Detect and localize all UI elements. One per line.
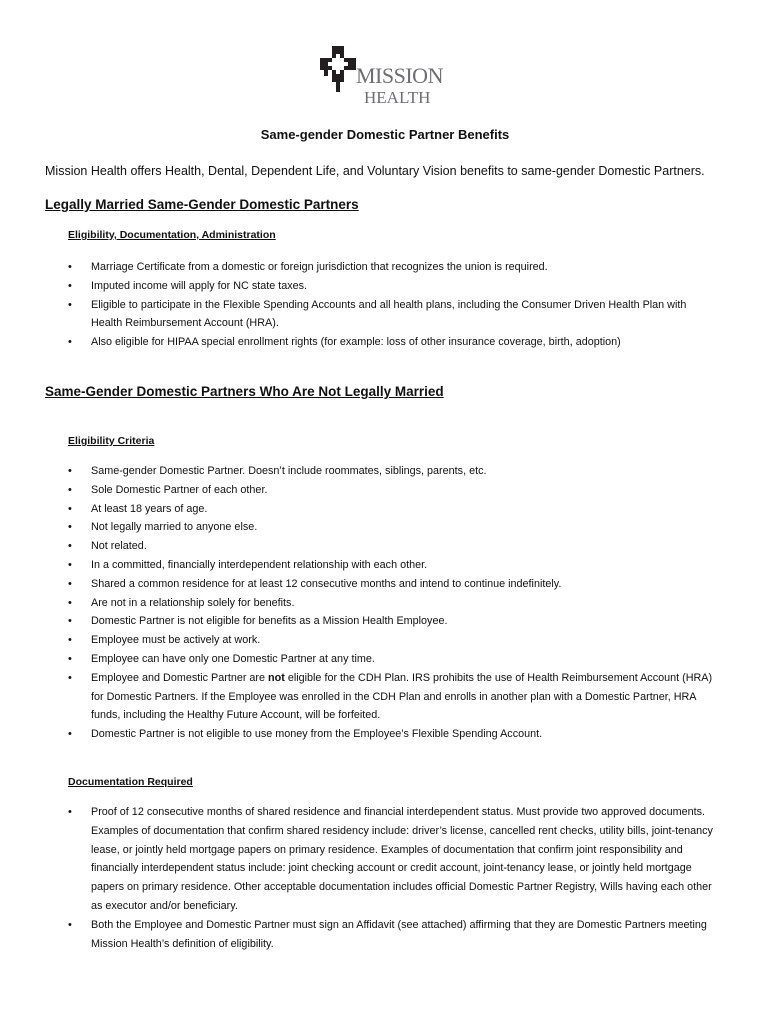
cdh-text-before: Employee and Domestic Partner are <box>91 671 269 684</box>
list-item: • Domestic Partner is not eligible to use money from the Employee’s Flexible Spending Account. <box>68 725 716 744</box>
documentation-required-list <box>68 803 716 953</box>
documentation-required-heading: Documentation Required <box>68 776 193 788</box>
intro-paragraph: Mission Health offers Health, Dental, Dependent Life, and Voluntary Vision benefits to same-gender Domestic Partners. <box>45 164 705 178</box>
list-item: • Not legally married to anyone else. <box>68 518 716 537</box>
mission-health-cross-icon <box>318 46 358 102</box>
list-item: • Employee must be actively at work. <box>68 631 716 650</box>
mission-health-logo <box>318 46 458 112</box>
eligibility-criteria-heading: Eligibility Criteria <box>68 435 155 447</box>
list-item: • Domestic Partner is not eligible for benefits as a Mission Health Employee. <box>68 612 716 631</box>
section1-heading: Legally Married Same-Gender Domestic Partners <box>45 197 359 212</box>
list-item: • Not related. <box>68 537 716 556</box>
list-item: • Eligible to participate in the Flexible Spending Accounts and all health plans, including the Consumer Driven Health Plan with Health Reimbursement Account (HRA). <box>68 296 716 334</box>
list-item: • Shared a common residence for at least 12 consecutive months and intend to continue indefinitely. <box>68 575 716 594</box>
list-item: • Employee can have only one Domestic Partner at any time. <box>68 650 716 669</box>
list-item: • Marriage Certificate from a domestic or foreign jurisdiction that recognizes the union is required. <box>68 258 716 277</box>
eligibility-criteria-list <box>68 462 716 744</box>
section2-heading: Same-Gender Domestic Partners Who Are Not Legally Married <box>45 384 444 399</box>
list-item: • Proof of 12 consecutive months of shared residence and financial interdependent status. Must provide two approved documents. Examples of documentation that confirm shared residency include: driver’s license, cancelled rent checks, utility bills, joint-tenancy lease, or jointly held mortgage papers on primary residence. Examples of documentation that confirm joint responsibility and financially interdependent status include: joint checking account or credit account, joint-tenancy lease, or jointly held mortgage papers on primary residence. Other acceptable documentation includes official Domestic Partner Registry, Wills having each other as executor and/or beneficiary. <box>68 803 716 916</box>
logo-wordmark-mission: MISSION <box>356 63 443 88</box>
cdh-emphasis: not <box>268 671 285 684</box>
list-item: • Same-gender Domestic Partner. Doesn’t include roommates, siblings, parents, etc. <box>68 462 716 481</box>
cdh-plan-item <box>68 669 716 725</box>
section1-list <box>68 258 716 352</box>
list-item: • Are not in a relationship solely for benefits. <box>68 594 716 613</box>
list-item: • Imputed income will apply for NC state taxes. <box>68 277 716 296</box>
list-item: • At least 18 years of age. <box>68 500 716 519</box>
list-item: • In a committed, financially interdependent relationship with each other. <box>68 556 716 575</box>
list-item: • Sole Domestic Partner of each other. <box>68 481 716 500</box>
section1-subheading: Eligibility, Documentation, Administration <box>68 229 276 241</box>
list-item: • Also eligible for HIPAA special enrollment rights (for example: loss of other insurance coverage, birth, adoption) <box>68 333 716 352</box>
document-title: Same-gender Domestic Partner Benefits <box>260 127 510 142</box>
cdh-text-after: eligible for the CDH Plan. IRS prohibits the use of Health Reimbursement Account (HRA) for Domestic Partners. If the Employee was enrolled in the CDH Plan and enrolls in another plan with a Domestic Partner, HRA funds, including the Healthy Future Account, will be forfeited. <box>91 671 713 722</box>
list-item: • Both the Employee and Domestic Partner must sign an Affidavit (see attached) affirming that they are Domestic Partners meeting Mission Health’s definition of eligibility. <box>68 916 716 954</box>
logo-wordmark-health: HEALTH <box>364 88 431 107</box>
